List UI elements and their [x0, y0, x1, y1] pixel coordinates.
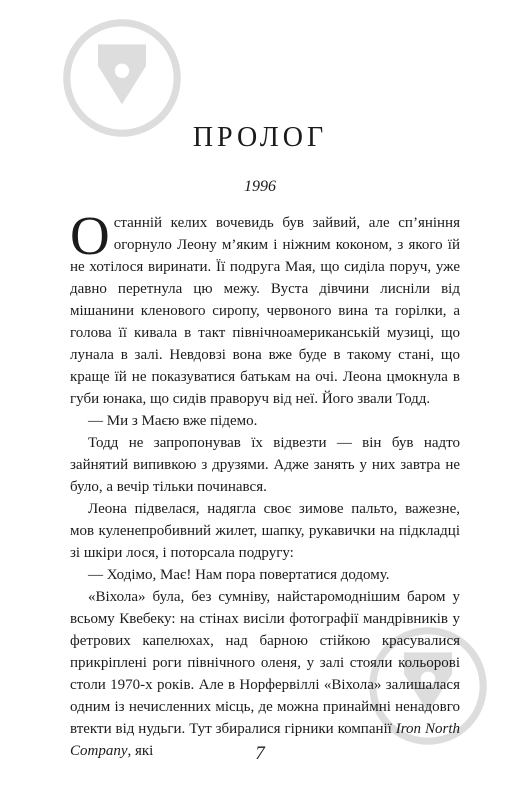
paragraph — [70, 586, 460, 762]
pencil-nib-icon — [62, 18, 182, 138]
chapter-year: 1996 — [244, 178, 276, 195]
paragraph: Тодд не запропонував їх відвезти — він був надто зайнятий випивкою з друзями. Адже занять у них завтра не було, а вечір тільки починався. — [70, 435, 460, 495]
drop-cap: О — [70, 205, 110, 266]
company-name: Iron North Company — [70, 721, 460, 759]
body-text — [70, 205, 460, 762]
paragraph-text: «Віхола» була, без сумніву, найстаромоднішим баром у всьому Квебеку: на стінах висіли фотографії мандрівників у фетрових капелюхах, над барною стійкою красувалися прикріплені роги північного оленя, у залі стояли кольорові столи 1970-х років. Але в Норфервіллі «Віхола» залишалася одним із нечисленних місць, де можна принаймні ненадовго втекти від нудьги. Тут збиралися гірники компанії — [70, 589, 460, 737]
paragraph: — Ми з Маєю вже підемо. — [88, 413, 258, 429]
page-number: 7 — [255, 743, 265, 764]
paragraph: — Ходімо, Має! Нам пора повертатися додому. — [88, 567, 390, 583]
paragraph-tail: , які — [127, 743, 154, 759]
chapter-title: ПРОЛОГ — [192, 122, 328, 153]
paragraph: Леона підвелася, надягла своє зимове пальто, важезне, мов куленепробивний жилет, шапку, рукавички на підкладці зі шкіри лося, і поторсала подругу: — [70, 501, 460, 561]
paragraph — [70, 205, 460, 410]
paragraph-text: станній келих вочевидь був зайвий, але сп’яніння огорнуло Леону м’яким і ніжним коконом, з якого їй не хотілося виринати. Її подруга Мая, що сиділа поруч, уже давно перетнула цю межу. Вуста дівчини лисніли від мішанини кленового сиропу, червоного вина та горілки, а голова її кивала в такт північноамериканській музиці, що лунала в залі. Невдовзі вона вже буде в такому стані, що краще їй не показуватися батькам на очі. Леона цмокнула в губи юнака, що сидів праворуч від неї. Його звали Тодд. — [70, 215, 460, 407]
